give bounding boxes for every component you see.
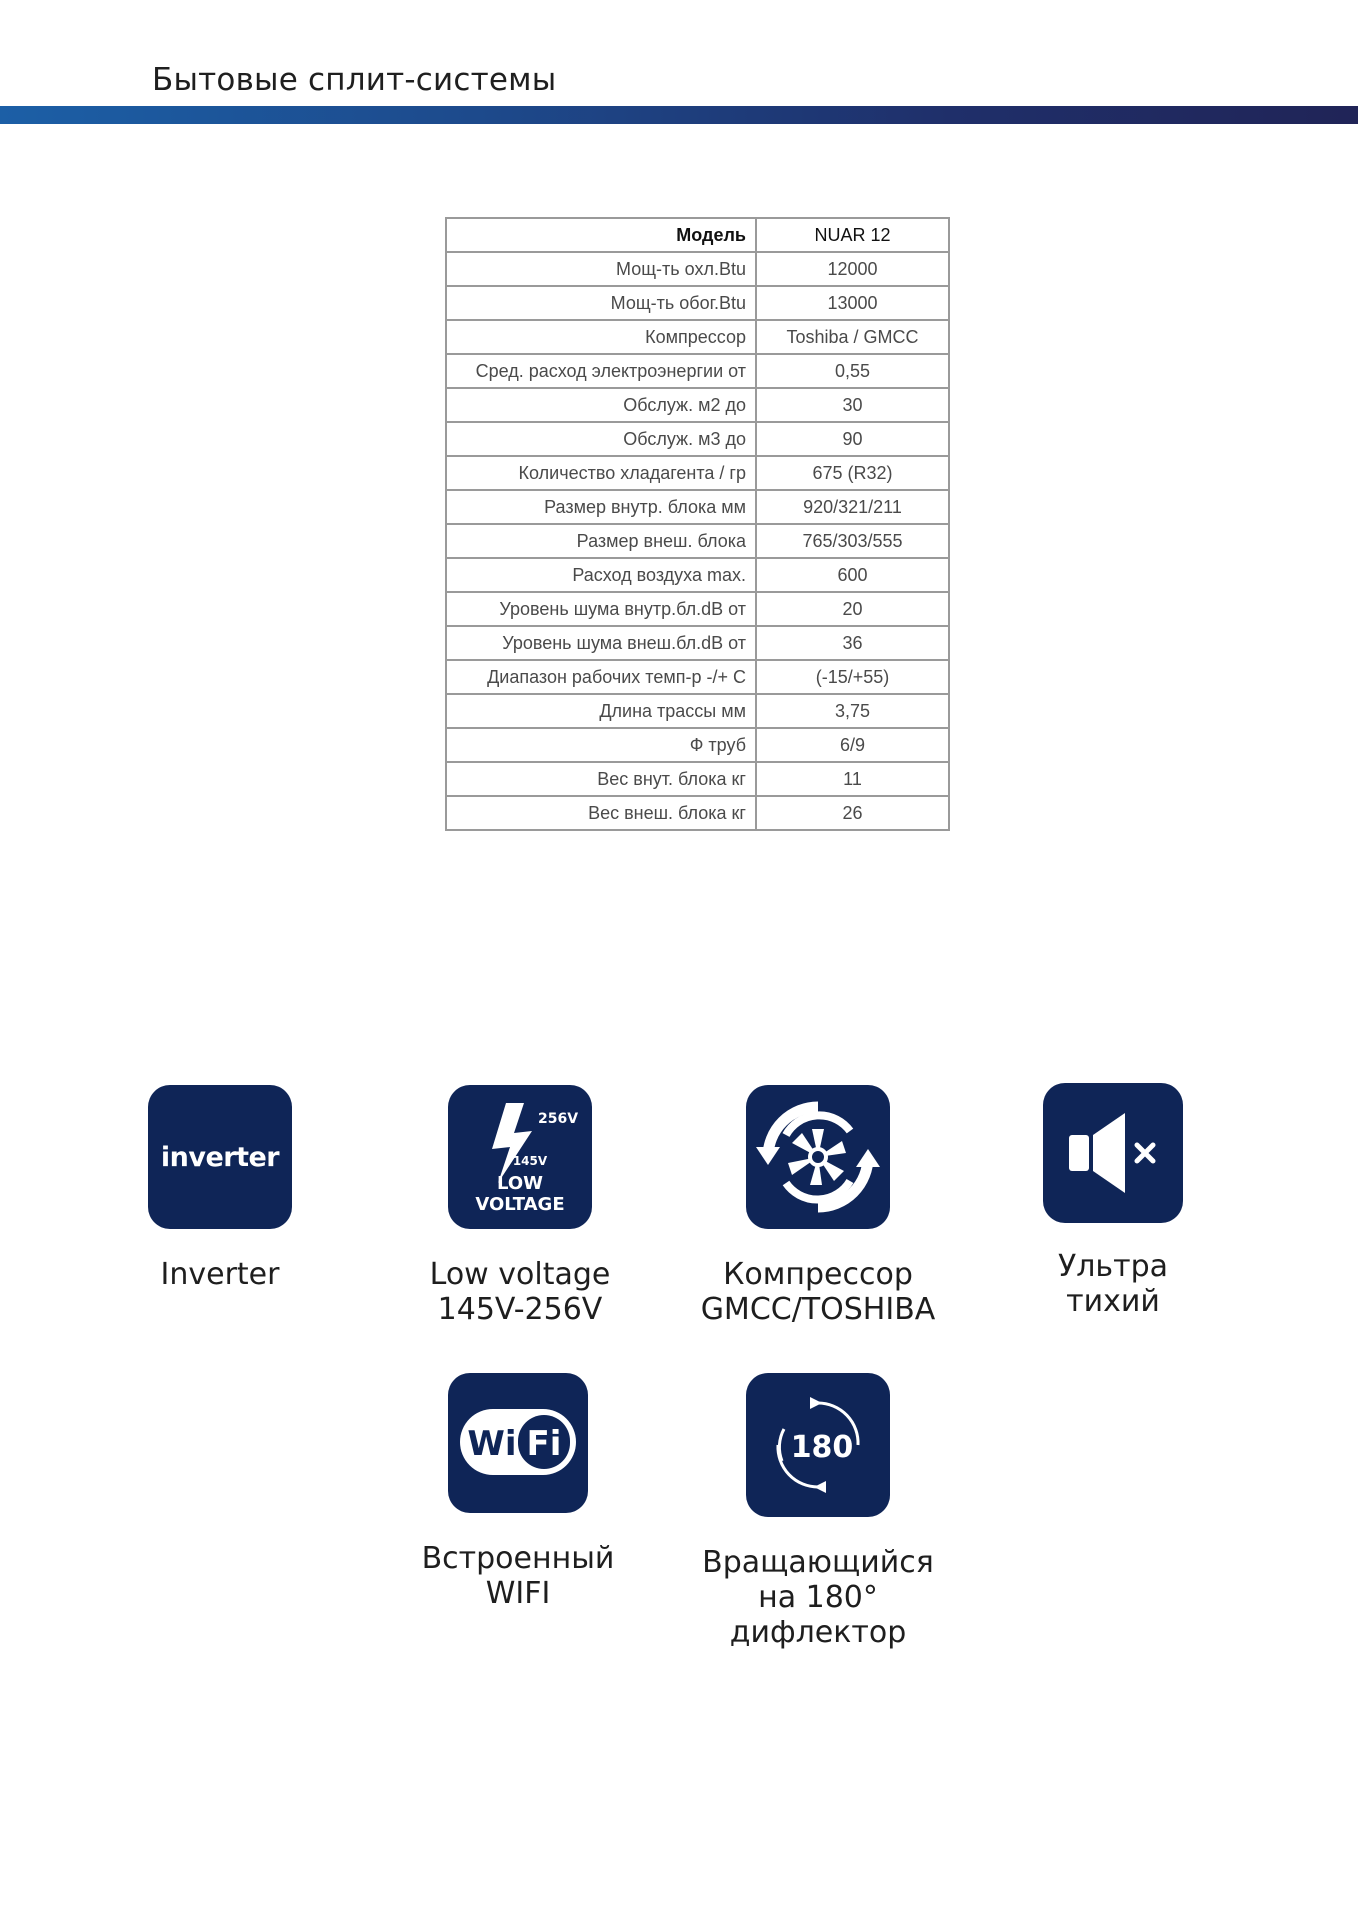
voltage-label: VOLTAGE [475,1194,565,1215]
caption-line: тихий [1066,1284,1160,1319]
rotate-180-icon [746,1373,890,1517]
spec-row [446,286,949,320]
spec-label: Обслуж. м3 до [446,422,756,456]
voltage-min-label: 145V [512,1154,548,1168]
caption-line: Low voltage [429,1257,611,1292]
spec-table [445,217,950,831]
feature-inverter [70,1085,370,1292]
spec-row [446,422,949,456]
spec-label: Сред. расход электроэнергии от [446,354,756,388]
spec-row [446,524,949,558]
spec-row [446,252,949,286]
feature-compressor [668,1085,968,1327]
spec-label: Мощ-ть обог.Btu [446,286,756,320]
caption-line: Ультра [1057,1249,1169,1284]
spec-value: 600 [756,558,949,592]
spec-label: Модель [446,218,756,252]
spec-row [446,218,949,252]
feature-caption [668,1257,968,1327]
spec-label: Количество хладагента / гр [446,456,756,490]
voltage-max-label: 256V [537,1111,579,1127]
spec-label: Диапазон рабочих темп-р -/+ C [446,660,756,694]
spec-row [446,354,949,388]
spec-row [446,762,949,796]
spec-value: 13000 [756,286,949,320]
spec-value: 675 (R32) [756,456,949,490]
wifi-text-fi: Fi [526,1424,562,1464]
feature-caption [370,1257,670,1327]
spec-value: 765/303/555 [756,524,949,558]
spec-label: Размер внутр. блока мм [446,490,756,524]
caption-line: GMCC/TOSHIBA [700,1292,936,1327]
spec-row [446,728,949,762]
spec-row [446,660,949,694]
spec-label: Расход воздуха max. [446,558,756,592]
spec-label: Вес внеш. блока кг [446,796,756,830]
spec-label: Вес внут. блока кг [446,762,756,796]
inverter-icon [148,1085,292,1229]
spec-value: (-15/+55) [756,660,949,694]
page-title: Бытовые сплит-системы [152,62,557,98]
spec-label: Мощ-ть охл.Btu [446,252,756,286]
spec-value: 920/321/211 [756,490,949,524]
spec-row [446,320,949,354]
spec-row [446,490,949,524]
spec-value: Toshiba / GMCC [756,320,949,354]
wifi-icon [448,1373,588,1513]
spec-value: 20 [756,592,949,626]
spec-value: 90 [756,422,949,456]
spec-row [446,456,949,490]
spec-label: Обслуж. м2 до [446,388,756,422]
spec-value: NUAR 12 [756,218,949,252]
feature-silent [963,1083,1263,1319]
spec-row [446,626,949,660]
spec-label: Ф труб [446,728,756,762]
feature-caption [963,1249,1263,1319]
spec-value: 11 [756,762,949,796]
spec-value: 3,75 [756,694,949,728]
feature-caption [668,1545,968,1650]
feature-wifi [368,1373,668,1611]
caption-line: Вращающийся [702,1545,934,1580]
spec-label: Уровень шума внутр.бл.dB от [446,592,756,626]
spec-value: 30 [756,388,949,422]
spec-label: Размер внеш. блока [446,524,756,558]
caption-line: Inverter [160,1257,280,1292]
spec-label: Уровень шума внеш.бл.dB от [446,626,756,660]
spec-row [446,388,949,422]
feature-deflector [668,1373,968,1650]
inverter-icon-text: inverter [160,1141,280,1173]
caption-line: WIFI [485,1576,551,1611]
spec-row [446,694,949,728]
spec-row [446,796,949,830]
spec-row [446,592,949,626]
spec-label: Длина трассы мм [446,694,756,728]
spec-label: Компрессор [446,320,756,354]
caption-line: на 180° дифлектор [729,1580,907,1650]
feature-caption [70,1257,370,1292]
rotate-180-text: 180 [790,1430,854,1465]
caption-line: Встроенный [421,1541,615,1576]
caption-line: 145V-256V [437,1292,603,1327]
spec-row [446,558,949,592]
low-label: LOW [497,1173,543,1194]
feature-low-voltage [370,1085,670,1327]
speaker-mute-icon [1043,1083,1183,1223]
header-bar [0,106,1358,124]
spec-value: 26 [756,796,949,830]
spec-value: 6/9 [756,728,949,762]
lightning-icon [448,1085,592,1229]
spec-value: 12000 [756,252,949,286]
spec-value: 0,55 [756,354,949,388]
compressor-icon [746,1085,890,1229]
spec-value: 36 [756,626,949,660]
caption-line: Компрессор [723,1257,913,1292]
wifi-text-wi: Wi [467,1424,517,1464]
feature-caption [368,1541,668,1611]
